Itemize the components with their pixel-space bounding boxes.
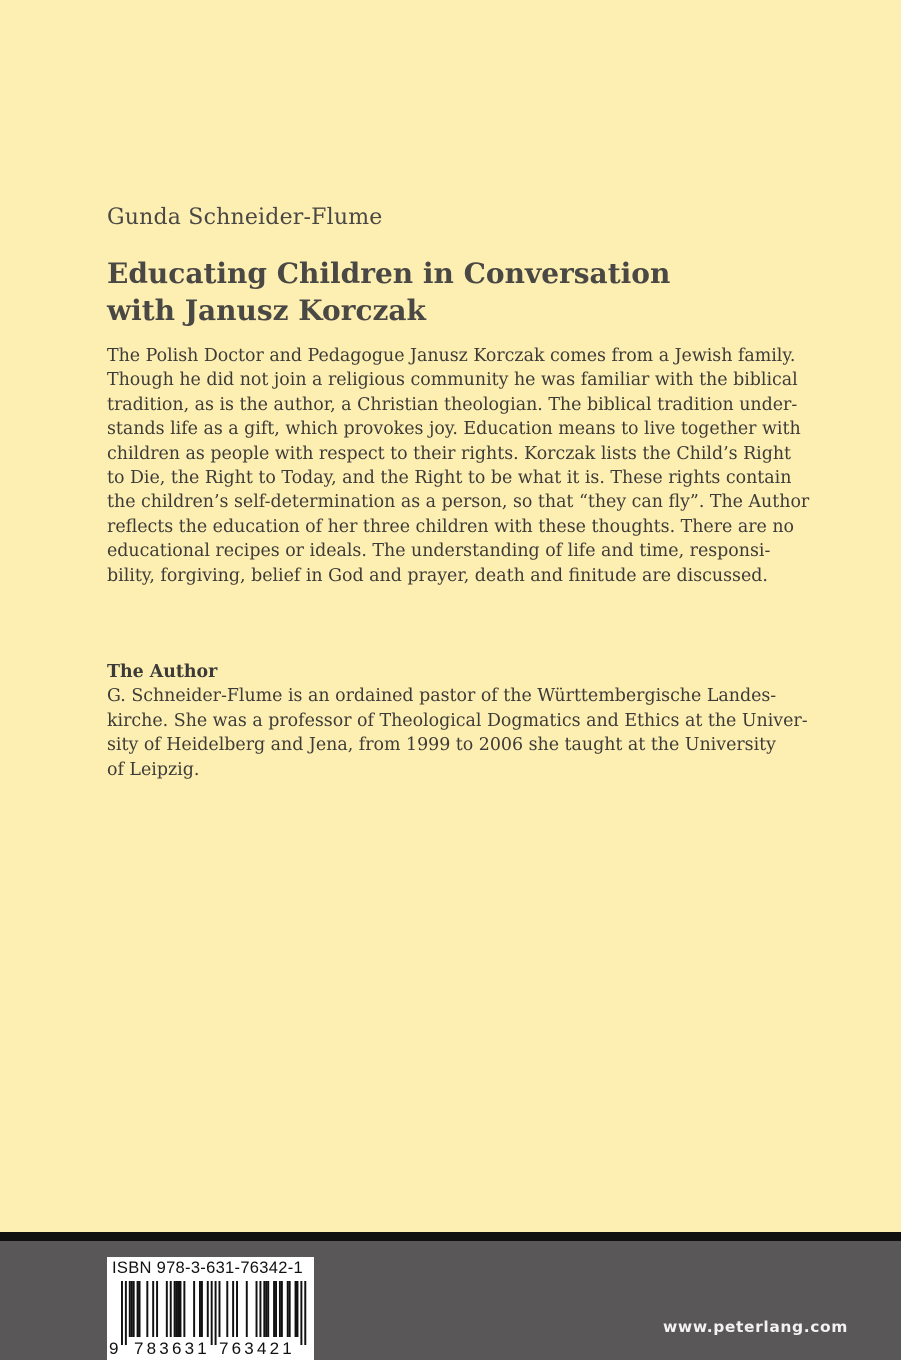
barcode-bar <box>129 1281 131 1337</box>
isbn-number: ISBN 978-3-631-76342-1 <box>112 1259 303 1277</box>
description-line: educational recipes or ideals. The understanding of life and time, responsi- <box>107 541 771 562</box>
barcode-bar <box>121 1281 123 1345</box>
barcode-bar <box>267 1281 269 1337</box>
barcode-bar <box>265 1281 267 1337</box>
barcode-bar <box>246 1281 248 1337</box>
book-title-line: Educating Children in Conversation <box>107 257 671 290</box>
barcode-digits <box>107 1339 314 1360</box>
description-line: Though he did not join a religious community he was familiar with the biblical <box>107 370 798 391</box>
barcode-bar <box>183 1281 185 1337</box>
description-line: tradition, as is the author, a Christian theologian. The biblical tradition under- <box>107 394 798 415</box>
barcode-bar <box>295 1281 297 1337</box>
barcode-bar <box>193 1281 195 1337</box>
barcode-bar <box>178 1281 180 1337</box>
description-line: the children’s self-determination as a person, so that “they can fly”. The Author <box>107 492 810 513</box>
barcode-bar <box>275 1281 277 1337</box>
barcode-bar <box>176 1281 178 1337</box>
barcode-bar <box>139 1281 141 1337</box>
barcode-bar <box>259 1281 261 1337</box>
barcode-bar <box>281 1281 283 1337</box>
about-author-heading: The Author <box>107 662 218 682</box>
description-line: reflects the education of her three children with these thoughts. There are no <box>107 516 795 537</box>
barcode-bar <box>211 1281 213 1345</box>
barcode-first-digit: 9 <box>109 1339 119 1358</box>
barcode-bar <box>263 1281 265 1337</box>
about-author-line: kirche. She was a professor of Theological Dogmatics and Ethics at the Univer- <box>107 710 808 731</box>
barcode-bar <box>226 1281 228 1337</box>
barcode-bar <box>273 1281 275 1337</box>
author-name: Gunda Schneider-Flume <box>107 205 383 230</box>
description-line: bility, forgiving, belief in God and prayer, death and finitude are discussed. <box>107 565 768 586</box>
barcode-left-digits: 783631 <box>134 1339 210 1358</box>
barcode-bar <box>137 1281 139 1337</box>
barcode-bar <box>287 1281 289 1337</box>
barcode-right-digits: 763421 <box>219 1339 295 1358</box>
description-line: to Die, the Right to Today, and the Right to be what it is. These rights contain <box>107 468 792 489</box>
barcode-bar <box>219 1281 221 1337</box>
barcode-bar <box>207 1281 209 1337</box>
barcode-bar <box>215 1281 217 1345</box>
barcode-bar <box>304 1281 306 1345</box>
book-title-line: with Janusz Korczak <box>107 294 426 327</box>
barcode-bar <box>156 1281 158 1337</box>
description-line: children as people with respect to their rights. Korczak lists the Child’s Right <box>107 443 792 464</box>
barcode-icon <box>107 1281 314 1345</box>
barcode-bar <box>174 1281 176 1337</box>
barcode-bar <box>232 1281 234 1337</box>
barcode-bar <box>180 1281 182 1337</box>
book-title <box>107 255 827 329</box>
barcode-bar <box>201 1281 203 1337</box>
barcode-bar <box>300 1281 302 1345</box>
barcode-bar <box>256 1281 258 1337</box>
barcode-bar <box>131 1281 133 1337</box>
barcode-bar <box>289 1281 291 1337</box>
book-description <box>107 344 817 588</box>
barcode-bar <box>125 1281 127 1345</box>
barcode-bar <box>166 1281 168 1337</box>
barcode-bar <box>279 1281 281 1337</box>
barcode-bar <box>146 1281 148 1337</box>
barcode-bar <box>199 1281 201 1337</box>
barcode-bar <box>152 1281 154 1337</box>
about-author-section <box>107 660 817 782</box>
about-author-line: of Leipzig. <box>107 759 200 780</box>
footer-divider <box>0 1232 901 1241</box>
isbn-barcode-label <box>107 1257 314 1360</box>
publisher-website: www.peterlang.com <box>662 1318 848 1336</box>
barcode-bar <box>236 1281 238 1337</box>
description-line: stands life as a gift, which provokes joy. Education means to live together with <box>107 419 801 440</box>
barcode-bar <box>170 1281 172 1337</box>
about-author-line: sity of Heidelberg and Jena, from 1999 to 2006 she taught at the University <box>107 735 776 756</box>
barcode-bar <box>297 1281 299 1337</box>
about-author-line: G. Schneider-Flume is an ordained pastor of the Württembergische Landes- <box>107 686 777 707</box>
description-line: The Polish Doctor and Pedagogue Janusz Korczak comes from a Jewish family. <box>107 346 796 366</box>
barcode-bar <box>133 1281 135 1337</box>
